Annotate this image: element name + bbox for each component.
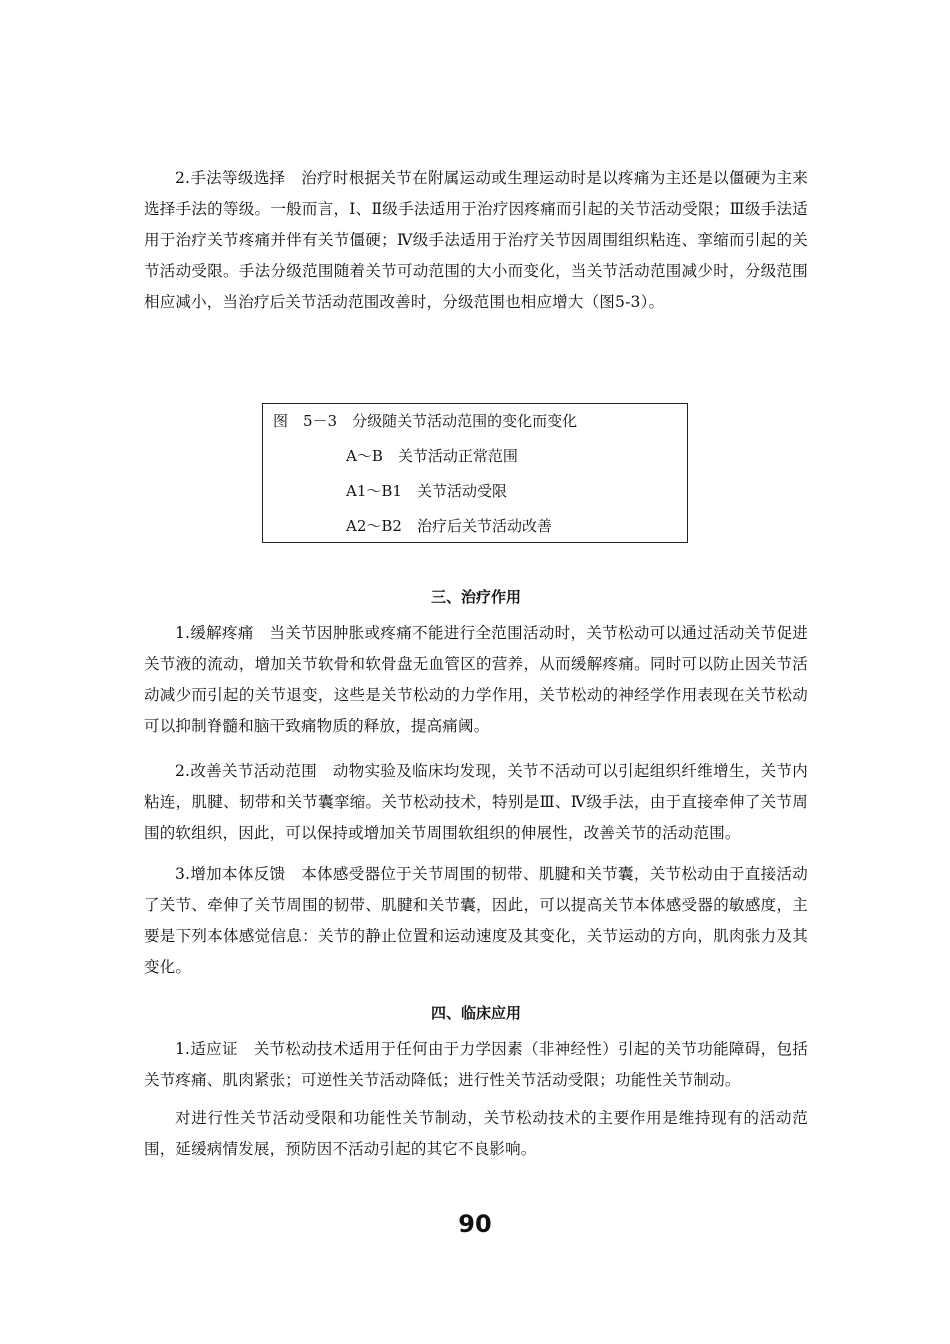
paragraph-grade-selection: 2.手法等级选择 治疗时根据关节在附属运动或生理运动时是以疼痛为主还是以僵硬为主来选择手法的等级。一般而言，Ⅰ、Ⅱ级手法适用于治疗因疼痛而引起的关节活动受限；Ⅲ级手法适用于治疗关节疼痛并伴有关节僵硬；Ⅳ级手法适用于治疗关节因周围组织粘连、挛缩而引起的关节活动受限。手法分级范围随着关节可动范围的大小而变化，当关节活动范围减少时，分级范围相应减小，当治疗后关节活动范围改善时，分级范围也相应增大（图5-3）。 bbox=[144, 169, 808, 311]
paragraph-improve-range: 2.改善关节活动范围 动物实验及临床均发现，关节不活动可以引起组织纤维增生，关节内粘连，肌腱、韧带和关节囊挛缩。关节松动技术，特别是Ⅲ、Ⅳ级手法，由于直接牵伸了关节周围的软组织，因此，可以保持或增加关节周围软组织的伸展性，改善关节的活动范围。 bbox=[144, 762, 808, 842]
figure-legend-limited-range: A1～B1 关节活动受限 bbox=[346, 482, 507, 500]
section-heading-clinical-application: 四、临床应用 bbox=[430, 1004, 521, 1022]
page-number: 90 bbox=[458, 1210, 492, 1238]
figure-legend-improved-range: A2～B2 治疗后关节活动改善 bbox=[346, 517, 552, 535]
section-heading-treatment-effects: 三、治疗作用 bbox=[430, 588, 521, 606]
figure-caption-box bbox=[262, 403, 688, 543]
figure-legend-normal-range: A～B 关节活动正常范围 bbox=[346, 447, 518, 465]
figure-title: 图 5－3 分级随关节活动范围的变化而变化 bbox=[273, 412, 578, 430]
paragraph-indications: 1.适应证 关节松动技术适用于任何由于力学因素（非神经性）引起的关节功能障碍，包括关节疼痛、肌肉紧张；可逆性关节活动降低；进行性关节活动受限；功能性关节制动。 bbox=[144, 1040, 808, 1089]
paragraph-progressive-limitation: 对进行性关节活动受限和功能性关节制动，关节松动技术的主要作用是维持现有的活动范围，延缓病情发展，预防因不活动引起的其它不良影响。 bbox=[144, 1109, 808, 1158]
paragraph-relieve-pain: 1.缓解疼痛 当关节因肿胀或疼痛不能进行全范围活动时，关节松动可以通过活动关节促进关节液的流动，增加关节软骨和软骨盘无血管区的营养，从而缓解疼痛。同时可以防止因关节活动减少而引起的关节退变，这些是关节松动的力学作用，关节松动的神经学作用表现在关节松动可以抑制脊髓和脑干致痛物质的释放，提高痛阈。 bbox=[144, 624, 808, 735]
paragraph-proprioceptive-feedback: 3.增加本体反馈 本体感受器位于关节周围的韧带、肌腱和关节囊，关节松动由于直接活动了关节、牵伸了关节周围的韧带、肌腱和关节囊，因此，可以提高关节本体感受器的敏感度，主要是下列本体感觉信息：关节的静止位置和运动速度及其变化，关节运动的方向，肌肉张力及其变化。 bbox=[144, 865, 808, 976]
